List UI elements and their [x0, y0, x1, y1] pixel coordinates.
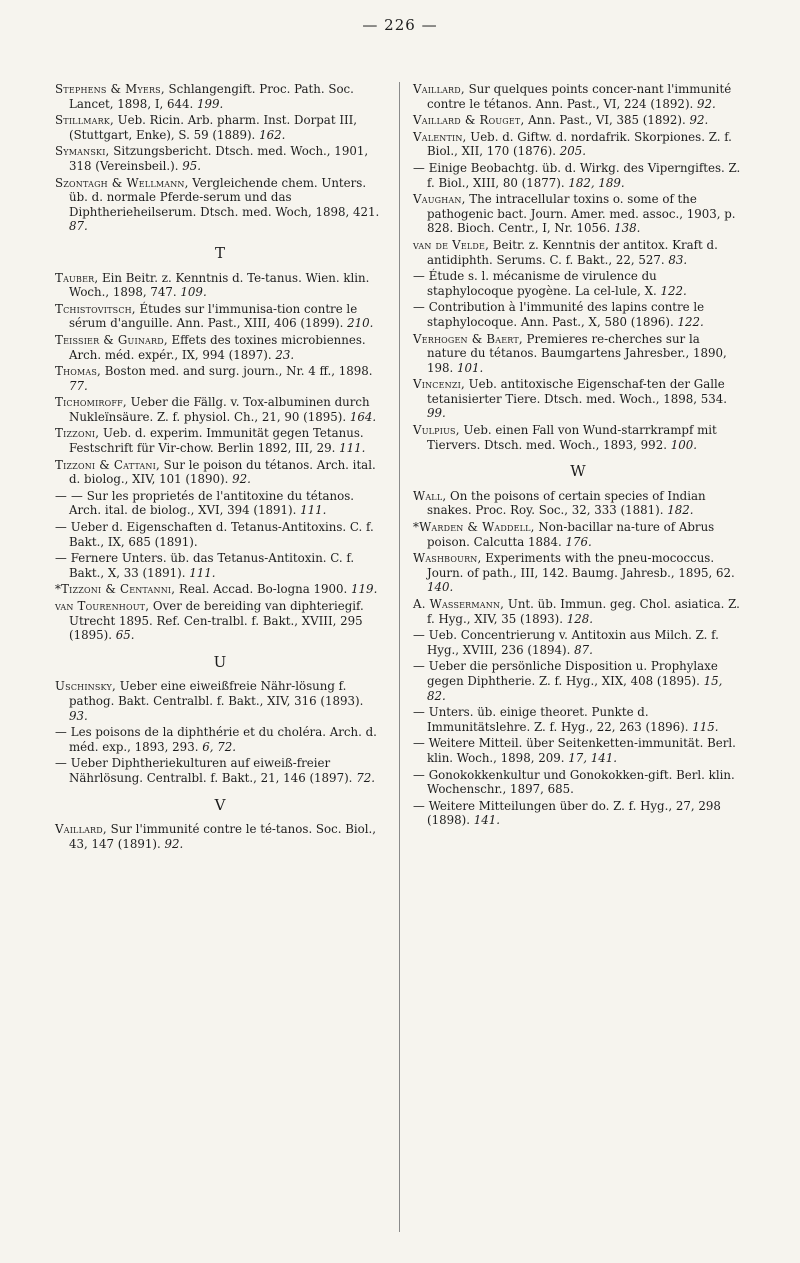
entry-reference: Ueber Diphtheriekulturen auf eiweiß-freier Nährlösung. Centralbl. f. Bakt., 21, 146 (1897). [67, 756, 357, 785]
entry-reference: Boston med. and surg. journ., Nr. 4 ff., 1898. [101, 364, 373, 379]
entry-reference: Sur quelques points concer-nant l'immunité contre le tétanos. Ann. Past., VI, 224 (1892). [427, 82, 732, 111]
entry-page-ref: 205. [559, 144, 587, 159]
bibliography-entry [413, 489, 743, 518]
entry-reference: Ueber die Fällg. v. Tox-albuminen durch Nukleïnsäure. Z. f. physiol. Ch., 21, 90 (1895). [69, 395, 370, 424]
entry-page-ref: 182, 189. [568, 175, 625, 190]
left-column [55, 82, 385, 853]
bibliography-entry [413, 113, 743, 128]
entry-page-ref: 210. [347, 316, 374, 331]
entry-author: Szontagh & Wellmann, [55, 175, 189, 190]
entry-page-ref: 92. [689, 113, 709, 128]
bibliography-entry [55, 302, 385, 331]
entry-reference: Sur les proprietés de l'antitoxine du tétanos. Arch. ital. de biolog., XVI, 394 (1891). [69, 488, 355, 518]
bibliography-entry [55, 679, 385, 723]
bibliography-entry [55, 176, 385, 234]
entry-page-ref: 92. [164, 836, 184, 851]
entry-author: — [413, 300, 425, 315]
bibliography-entry [55, 144, 385, 173]
entry-page-ref: 182. [667, 503, 694, 518]
bibliography-entry [55, 756, 385, 785]
entry-page-ref: 92. [232, 472, 251, 487]
section-letter: U [213, 652, 227, 671]
bibliography-entry [413, 192, 743, 236]
entry-page-ref: 111. [189, 565, 216, 580]
bibliography-entry [413, 332, 743, 376]
entry-author: Symanski, [55, 144, 110, 159]
entry-page-ref: 122. [677, 314, 704, 329]
entry-page-ref: 109. [180, 285, 207, 300]
entry-page-ref: 141. [473, 813, 501, 828]
entry-page-ref: 83. [668, 252, 688, 267]
entry-page-ref: 111. [339, 441, 366, 456]
entry-author: — [413, 798, 425, 813]
entry-author: — [413, 659, 425, 674]
entry-page-ref: 162. [259, 127, 286, 142]
entry-author: Stillmark, [55, 113, 114, 128]
entry-page-ref: 176. [565, 534, 592, 549]
entry-author: Vaillard, [55, 822, 107, 837]
entry-author: Valentin, [413, 129, 467, 144]
bibliography-entry [413, 768, 743, 797]
bibliography-entry [413, 597, 743, 626]
bibliography-entry [413, 551, 743, 595]
page-number: — 226 — [362, 16, 438, 34]
entry-reference: Étude s. l. mécanisme de virulence du staphylocoque pyogène. La cel-lule, X. [425, 269, 661, 298]
entry-page-ref: 138. [614, 221, 641, 236]
bibliography-entry [55, 364, 385, 393]
entry-page-ref: 92. [697, 96, 716, 111]
entry-reference: Gonokokkenkultur und Gonokokken-gift. Berl. klin. Wochenschr., 1897, 685. [425, 767, 735, 797]
entry-reference: Unters. üb. einige theoret. Punkte d. Immunitätslehre. Z. f. Hyg., 22, 263 (1896). [425, 705, 693, 734]
entry-author: Tizzoni & Cattani, [55, 457, 160, 472]
entry-author: Teissier & Guinard, [55, 332, 168, 347]
entry-author: — [413, 736, 425, 751]
entry-page-ref: 15, 82. [427, 673, 723, 703]
entry-page-ref: 65. [115, 628, 135, 643]
entry-author: Tauber, [55, 270, 99, 285]
bibliography-entry [55, 395, 385, 424]
bibliography-entry [413, 300, 743, 329]
entry-page-ref: 115. [692, 719, 719, 734]
entry-reference: Contribution à l'immunité des lapins contre le staphylocoque. Ann. Past., X, 580 (1896). [425, 300, 705, 329]
entry-page-ref: 95. [182, 158, 202, 173]
entry-reference: Les poisons de la diphthérie et du choléra. Arch. d. méd. exp., 1893, 293. [67, 725, 377, 754]
entry-reference: Ein Beitr. z. Kenntnis d. Te-tanus. Wien. klin. Woch., 1898, 747. [69, 270, 370, 300]
entry-author: Tichomiroff, [55, 395, 127, 410]
entry-author: Verhogen & Baert, [413, 331, 523, 346]
entry-reference: Weitere Mitteilungen über do. Z. f. Hyg., 27, 298 (1898). [425, 798, 721, 828]
entry-page-ref: 100. [670, 437, 697, 452]
entry-page-ref: 87. [574, 642, 593, 657]
bibliography-entry [55, 113, 385, 142]
bibliography-entry [413, 799, 743, 828]
entry-reference: Sur l'immunité contre le té-tanos. Soc. Biol., 43, 147 (1891). [69, 822, 377, 851]
entry-page-ref: 6, 72. [202, 739, 236, 754]
entry-author: — [413, 628, 425, 643]
entry-author: — [413, 160, 425, 175]
entry-reference: On the poisons of certain species of Indian snakes. Proc. Roy. Soc., 32, 333 (1881). [427, 488, 706, 518]
entry-reference: Ueb. einen Fall von Wund-starrkrampf mit Tiervers. Dtsch. med. Woch., 1893, 992. [427, 423, 717, 452]
entry-author: — [55, 756, 67, 771]
entry-page-ref: 164. [349, 409, 377, 424]
bibliography-entry [413, 659, 743, 703]
entry-reference: Premieres re-cherches sur la nature du tétanos. Baumgartens Jahresber., 1890, 198. [427, 331, 727, 375]
entry-reference: Ueber d. Eigenschaften d. Tetanus-Antitoxins. C. f. Bakt., IX, 685 (1891). [67, 520, 374, 549]
entry-page-ref: 122. [660, 283, 687, 298]
bibliography-entry [413, 628, 743, 657]
entry-author: — [55, 520, 67, 535]
entry-reference: Einige Beobachtg. üb. d. Wirkg. des Viperngiftes. Z. f. Biol., XIII, 80 (1877). [425, 160, 741, 190]
entry-reference: Real. Accad. Bo-logna 1900. [175, 582, 352, 597]
entry-author: Washbourn, [413, 551, 482, 566]
entry-page-ref: 199. [197, 96, 224, 111]
bibliography-entry [413, 269, 743, 298]
entry-author: — — [55, 488, 83, 503]
entry-page-ref: 93. [69, 708, 88, 723]
section-letter: W [570, 462, 586, 481]
bibliography-entry [413, 82, 743, 111]
section-letter: T [214, 243, 225, 262]
bibliography-entry [55, 582, 385, 597]
entry-reference: Ueb. Concentrierung v. Antitoxin aus Milch. Z. f. Hyg., XVIII, 236 (1894). [425, 628, 719, 657]
entry-reference: Over de bereiding van diphteriegif. Utrecht 1895. Ref. Cen-tralbl. f. Bakt., XVIII, 295 (1895). [69, 599, 364, 643]
entry-page-ref: 23. [275, 347, 295, 362]
right-column [413, 82, 743, 830]
entry-author: Stephens & Myers, [55, 82, 165, 96]
bibliography-entry [413, 377, 743, 421]
entry-page-ref: 17, 141. [568, 750, 617, 765]
entry-author: Vulpius, [413, 423, 460, 438]
bibliography-entry [413, 238, 743, 267]
entry-reference: Non-bacillar na-ture of Abrus poison. Calcutta 1884. [427, 520, 715, 549]
entry-author: van de Velde, [413, 237, 490, 252]
entry-author: — [55, 725, 67, 740]
entry-reference: Ueb. antitoxische Eigenschaf-ten der Galle tetanisierter Tiere. Dtsch. med. Woch., 1898, 534. [427, 377, 728, 406]
entry-author: A. Wassermann, [413, 597, 505, 611]
entry-page-ref: 72. [356, 770, 375, 785]
entry-author: Vaillard, [413, 82, 465, 96]
entry-page-ref: 99. [427, 406, 446, 421]
entry-reference: Ueb. d. Giftw. d. nordafrik. Skorpiones. Z. f. Biol., XII, 170 (1876). [427, 129, 732, 159]
entry-page-ref: 101. [457, 360, 484, 375]
bibliography-entry [413, 423, 743, 452]
entry-reference: Ueb. Ricin. Arb. pharm. Inst. Dorpat III, (Stuttgart, Enke), S. 59 (1889). [69, 113, 358, 142]
bibliography-entry [413, 736, 743, 765]
bibliography-entry [55, 271, 385, 300]
entry-reference: Beitr. z. Kenntnis der antitox. Kraft d. antidiphth. Serums. C. f. Bakt., 22, 527. [427, 237, 718, 267]
bibliography-entry [55, 551, 385, 580]
entry-author: Thomas, [55, 364, 102, 379]
bibliography-entry [413, 705, 743, 734]
entry-reference: Weitere Mitteil. über Seitenketten-immunität. Berl. klin. Woch., 1898, 209. [425, 736, 736, 765]
entry-author: — [413, 767, 425, 782]
column-divider [399, 82, 400, 1232]
bibliography-entry [55, 82, 385, 111]
bibliography-entry [413, 520, 743, 549]
bibliography-entry [55, 822, 385, 851]
entry-author: Vincenzi, [413, 377, 465, 392]
bibliography-entry [55, 489, 385, 518]
section-letter: V [214, 795, 226, 814]
bibliography-entry [55, 725, 385, 754]
entry-author: *Tizzoni & Centanni, [55, 582, 176, 597]
entry-author: Uschinsky, [55, 679, 116, 694]
entry-author: Tchistovitsch, [55, 301, 136, 316]
entry-reference: Schlangengift. Proc. Path. Soc. Lancet, 1898, I, 644. [69, 82, 354, 111]
entry-page-ref: 128. [566, 611, 593, 626]
entry-reference: Unt. üb. Immun. geg. Chol. asiatica. Z. f. Hyg., XIV, 35 (1893). [427, 597, 740, 626]
entry-author: — [55, 551, 67, 566]
bibliography-entry [413, 161, 743, 190]
entry-reference: Études sur l'immunisa-tion contre le sérum d'anguille. Ann. Past., XIII, 406 (1899). [69, 301, 358, 331]
entry-reference: Fernere Unters. üb. das Tetanus-Antitoxin. C. f. Bakt., X, 33 (1891). [67, 551, 355, 580]
entry-page-ref: 140. [427, 580, 454, 595]
entry-reference: The intracellular toxins o. some of the pathogenic bact. Journ. Amer. med. assoc., 1903, p. 828. Bioch. Centr., I, Nr. 1056. [427, 192, 736, 236]
bibliography-entry [55, 426, 385, 455]
entry-reference: Ann. Past., VI, 385 (1892). [524, 113, 690, 128]
entry-author: Tizzoni, [55, 426, 100, 441]
entry-author: — [413, 705, 425, 720]
entry-author: Vaillard & Rouget, [413, 113, 525, 128]
entry-page-ref: 111. [300, 503, 327, 518]
entry-reference: Sitzungsbericht. Dtsch. med. Woch., 1901, 318 (Vereinsbeil.). [69, 144, 369, 173]
entry-page-ref: 119. [351, 582, 378, 597]
entry-reference: Ueb. d. experim. Immunität gegen Tetanus. Festschrift für Vir-chow. Berlin 1892, III, 29. [69, 426, 364, 456]
entry-author: Wall, [413, 488, 447, 503]
entry-reference: Effets des toxines microbiennes. Arch. méd. expér., IX, 994 (1897). [69, 332, 366, 362]
bibliography-entry [55, 520, 385, 549]
entry-reference: Ueber die persönliche Disposition u. Prophylaxe gegen Diphtherie. Z. f. Hyg., XIX, 408 (1895). [425, 659, 718, 688]
entry-reference: Experiments with the pneu-mococcus. Journ. of path., III, 142. Baumg. Jahresb., 1895, 62. [427, 551, 735, 580]
entry-author: van Tourenhout, [55, 599, 150, 613]
entry-page-ref: 77. [69, 378, 88, 393]
entry-page-ref: 87. [69, 219, 88, 234]
entry-reference: Sur le poison du tétanos. Arch. ital. d. biolog., XIV, 101 (1890). [69, 457, 376, 487]
entry-reference: Ueber eine eiweißfreie Nähr-lösung f. pathog. Bakt. Centralbl. f. Bakt., XIV, 316 (1893). [69, 679, 364, 708]
entry-author: Vaughan, [413, 192, 466, 207]
bibliography-entry [55, 333, 385, 362]
entry-reference: Vergleichende chem. Unters. üb. d. normale Pferde-serum und das Diphtherieheilserum. Dtsch. med. Woch, 1898, 421. [69, 175, 380, 219]
bibliography-entry [55, 458, 385, 487]
entry-author: *Warden & Waddell, [413, 520, 535, 535]
bibliography-entry [413, 130, 743, 159]
entry-author: — [413, 269, 425, 284]
bibliography-entry [55, 599, 385, 643]
